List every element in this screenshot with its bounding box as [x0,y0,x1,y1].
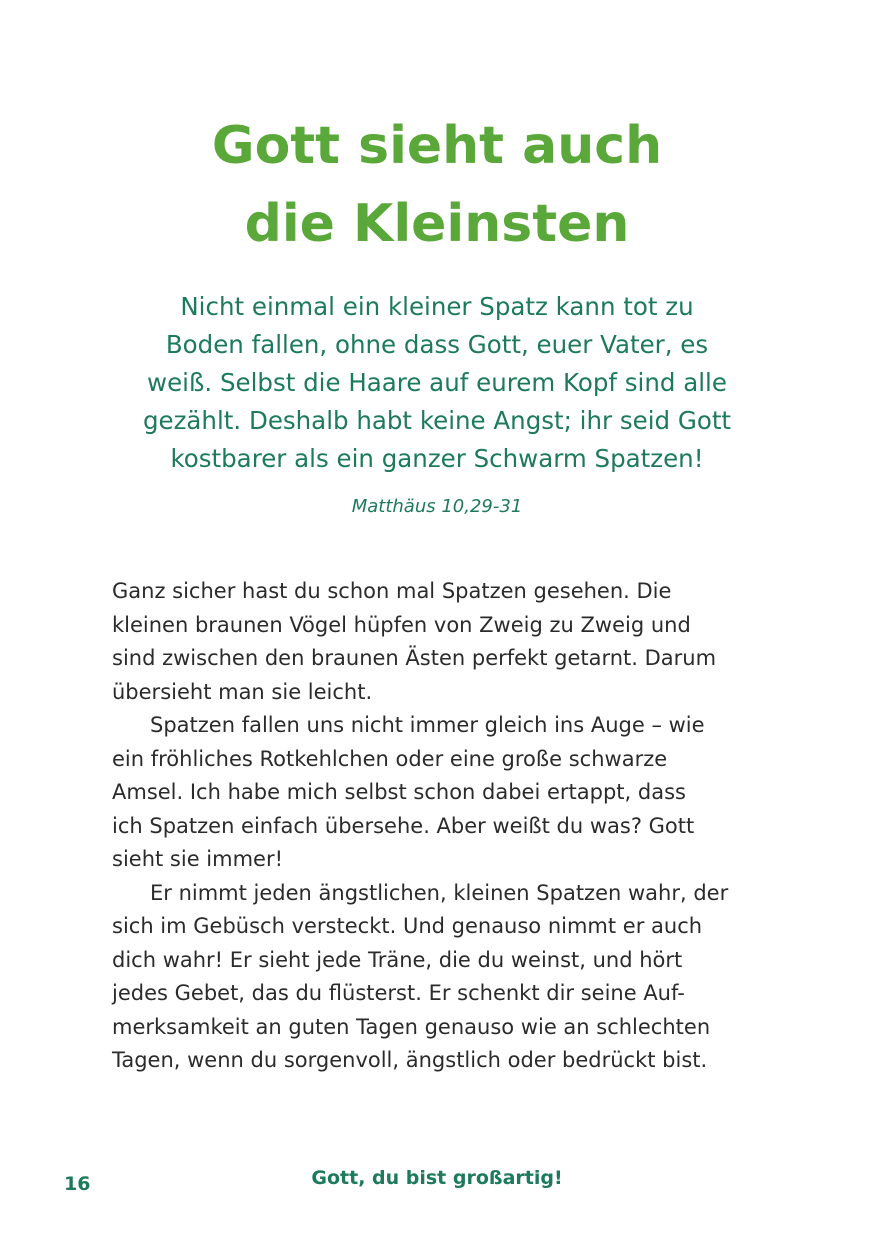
verse-line: gezählt. Deshalb habt keine Angst; ihr seid Gott [142,406,732,435]
body-line: ich Spatzen einfach übersehe. Aber weißt du was? Gott [112,813,695,838]
verse-line: weiß. Selbst die Haare auf eurem Kopf sind alle [147,368,727,397]
body-line: jedes Gebet, das du flüsterst. Er schenkt dir seine Auf- [112,981,685,1005]
body-line: sieht sie immer! [112,847,284,871]
body-line: Tagen, wenn du sorgenvoll, ängstlich oder bedrückt bist. [112,1048,708,1072]
verse-line: Nicht einmal ein kleiner Spatz kann tot zu [180,292,694,321]
page-title-line-2: die Kleinsten [244,194,630,254]
bible-verse-quote [0,288,874,478]
body-line: ein fröhliches Rotkehlchen oder eine große schwarze [112,746,668,771]
verse-reference: Matthäus 10,29-31 [351,496,523,517]
verse-line: kostbarer als ein ganzer Schwarm Spatzen! [170,444,704,473]
body-line: dich wahr! Er sieht jede Träne, die du weinst, und hört [112,947,683,972]
verse-line: Boden fallen, ohne dass Gott, euer Vater, es [165,330,709,359]
body-line: kleinen braunen Vögel hüpfen von Zweig zu Zweig und [112,612,691,637]
body-line: Spatzen fallen uns nicht immer gleich ins Auge – wie [150,713,705,737]
body-line: sich im Gebüsch versteckt. Und genauso nimmt er auch [112,914,703,938]
body-line: Ganz sicher hast du schon mal Spatzen gesehen. Die [112,579,672,603]
body-line: Amsel. Ich habe mich selbst schon dabei ertappt, dass [112,780,686,804]
running-footer-title: Gott, du bist großartig! [311,1167,563,1189]
body-text [112,575,772,1078]
body-line: merksamkeit an guten Tagen genauso wie an schlechten [112,1014,711,1039]
page-number: 16 [64,1173,91,1195]
page-title-line-1: Gott sieht auch [211,116,663,176]
body-line: Er nimmt jeden ängstlichen, kleinen Spatzen wahr, der [150,880,729,905]
body-line: sind zwischen den braunen Ästen perfekt getarnt. Darum [112,646,717,670]
body-line: übersieht man sie leicht. [112,679,373,704]
